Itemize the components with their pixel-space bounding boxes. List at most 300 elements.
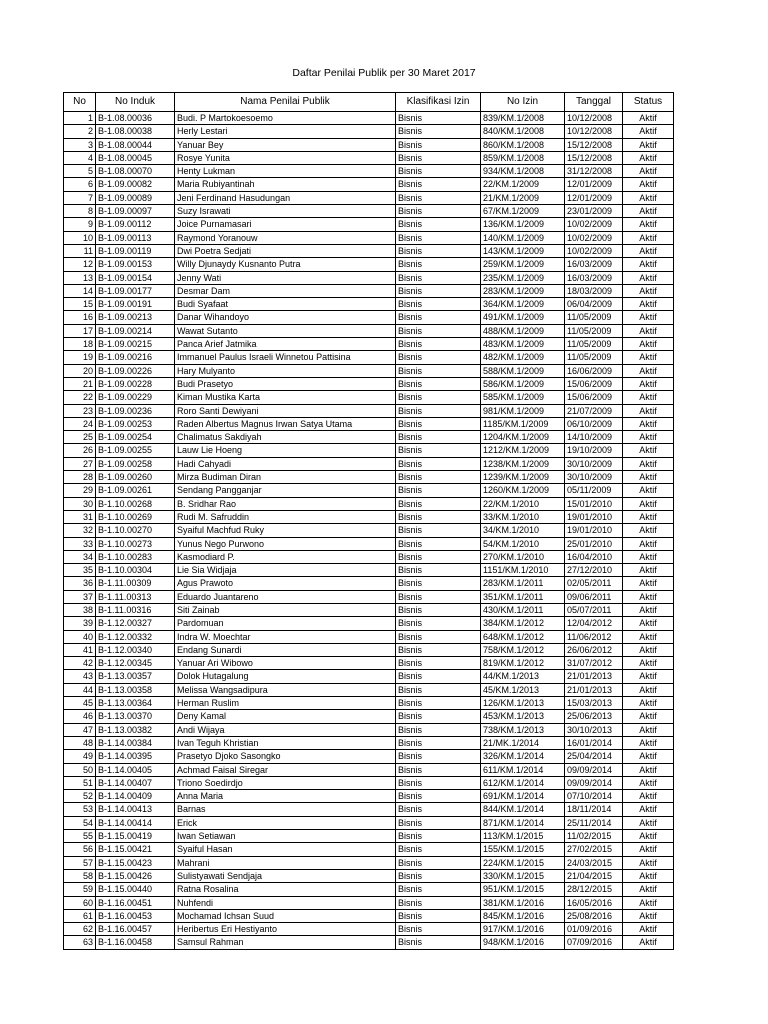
- cell-no-izin: 948/KM.1/2016: [481, 936, 565, 949]
- cell-nama: Sulistyawati Sendjaja: [175, 869, 396, 882]
- cell-no-izin: 917/KM.1/2016: [481, 923, 565, 936]
- cell-nama: Jeni Ferdinand Hasudungan: [175, 191, 396, 204]
- cell-status: Aktif: [623, 723, 674, 736]
- cell-no-induk: B-1.13.00370: [96, 710, 175, 723]
- table-row: [64, 165, 674, 178]
- cell-klasifikasi: Bisnis: [396, 218, 481, 231]
- cell-status: Aktif: [623, 351, 674, 364]
- cell-no-izin: 1204/KM.1/2009: [481, 431, 565, 444]
- cell-no-izin: 611/KM.1/2014: [481, 763, 565, 776]
- cell-nama: Achmad Faisal Siregar: [175, 763, 396, 776]
- cell-no-induk: B-1.09.00255: [96, 444, 175, 457]
- cell-no-izin: 33/KM.1/2010: [481, 510, 565, 523]
- cell-no-induk: B-1.09.00119: [96, 244, 175, 257]
- cell-no-induk: B-1.14.00409: [96, 790, 175, 803]
- cell-status: Aktif: [623, 138, 674, 151]
- table-row: [64, 577, 674, 590]
- cell-no-induk: B-1.16.00451: [96, 896, 175, 909]
- cell-tanggal: 25/06/2013: [565, 710, 623, 723]
- cell-no-izin: 126/KM.1/2013: [481, 697, 565, 710]
- cell-klasifikasi: Bisnis: [396, 550, 481, 563]
- cell-nama: Sendang Pangganjar: [175, 484, 396, 497]
- cell-nama: Suzy Israwati: [175, 205, 396, 218]
- cell-no-induk: B-1.14.00407: [96, 776, 175, 789]
- cell-klasifikasi: Bisnis: [396, 643, 481, 656]
- cell-status: Aktif: [623, 125, 674, 138]
- table-row: [64, 710, 674, 723]
- cell-klasifikasi: Bisnis: [396, 311, 481, 324]
- cell-no-izin: 588/KM.1/2009: [481, 364, 565, 377]
- cell-nama: Danar Wihandoyo: [175, 311, 396, 324]
- cell-status: Aktif: [623, 790, 674, 803]
- cell-no-izin: 283/KM.1/2009: [481, 284, 565, 297]
- cell-status: Aktif: [623, 417, 674, 430]
- cell-no-izin: 351/KM.1/2011: [481, 590, 565, 603]
- cell-status: Aktif: [623, 205, 674, 218]
- cell-nama: Rosye Yunita: [175, 151, 396, 164]
- cell-status: Aktif: [623, 338, 674, 351]
- cell-no: 48: [64, 736, 96, 749]
- cell-nama: Nuhfendi: [175, 896, 396, 909]
- cell-nama: Heribertus Eri Hestiyanto: [175, 923, 396, 936]
- cell-tanggal: 23/01/2009: [565, 205, 623, 218]
- cell-klasifikasi: Bisnis: [396, 790, 481, 803]
- cell-status: Aktif: [623, 404, 674, 417]
- cell-klasifikasi: Bisnis: [396, 351, 481, 364]
- cell-no: 8: [64, 205, 96, 218]
- cell-no-induk: B-1.10.00304: [96, 564, 175, 577]
- table-row: [64, 271, 674, 284]
- cell-no: 30: [64, 497, 96, 510]
- cell-tanggal: 10/02/2009: [565, 231, 623, 244]
- cell-klasifikasi: Bisnis: [396, 510, 481, 523]
- cell-nama: Samsul Rahman: [175, 936, 396, 949]
- cell-status: Aktif: [623, 736, 674, 749]
- table-row: [64, 258, 674, 271]
- cell-no-induk: B-1.09.00261: [96, 484, 175, 497]
- table-row: [64, 843, 674, 856]
- cell-status: Aktif: [623, 617, 674, 630]
- cell-status: Aktif: [623, 843, 674, 856]
- cell-status: Aktif: [623, 165, 674, 178]
- cell-tanggal: 15/06/2009: [565, 377, 623, 390]
- cell-status: Aktif: [623, 497, 674, 510]
- cell-tanggal: 10/02/2009: [565, 218, 623, 231]
- cell-tanggal: 28/12/2015: [565, 883, 623, 896]
- table-row: [64, 205, 674, 218]
- cell-tanggal: 19/01/2010: [565, 510, 623, 523]
- cell-no-induk: B-1.14.00413: [96, 803, 175, 816]
- cell-status: Aktif: [623, 816, 674, 829]
- cell-nama: Agus Prawoto: [175, 577, 396, 590]
- cell-nama: Budi. P Martokoesoemo: [175, 112, 396, 125]
- cell-status: Aktif: [623, 191, 674, 204]
- cell-status: Aktif: [623, 670, 674, 683]
- table-row: [64, 816, 674, 829]
- cell-no-induk: B-1.09.00154: [96, 271, 175, 284]
- cell-no-izin: 143/KM.1/2009: [481, 244, 565, 257]
- cell-klasifikasi: Bisnis: [396, 856, 481, 869]
- cell-nama: Pardomuan: [175, 617, 396, 630]
- cell-status: Aktif: [623, 377, 674, 390]
- cell-no-induk: B-1.09.00215: [96, 338, 175, 351]
- cell-no-izin: 1151/KM.1/2010: [481, 564, 565, 577]
- cell-no: 28: [64, 471, 96, 484]
- cell-no-induk: B-1.16.00453: [96, 909, 175, 922]
- cell-no-induk: B-1.16.00457: [96, 923, 175, 936]
- cell-klasifikasi: Bisnis: [396, 391, 481, 404]
- table-row: [64, 590, 674, 603]
- cell-status: Aktif: [623, 311, 674, 324]
- cell-status: Aktif: [623, 471, 674, 484]
- cell-nama: Lauw Lie Hoeng: [175, 444, 396, 457]
- cell-no-induk: B-1.09.00253: [96, 417, 175, 430]
- table-row: [64, 484, 674, 497]
- cell-nama: Jenny Wati: [175, 271, 396, 284]
- cell-tanggal: 05/07/2011: [565, 603, 623, 616]
- cell-no-izin: 648/KM.1/2012: [481, 630, 565, 643]
- cell-no: 1: [64, 112, 96, 125]
- table-row: [64, 351, 674, 364]
- cell-status: Aktif: [623, 271, 674, 284]
- cell-klasifikasi: Bisnis: [396, 896, 481, 909]
- cell-no: 22: [64, 391, 96, 404]
- cell-tanggal: 21/07/2009: [565, 404, 623, 417]
- table-row: [64, 830, 674, 843]
- cell-no-izin: 585/KM.1/2009: [481, 391, 565, 404]
- cell-nama: Syaiful Machfud Ruky: [175, 524, 396, 537]
- cell-status: Aktif: [623, 391, 674, 404]
- cell-nama: Herman Ruslim: [175, 697, 396, 710]
- cell-tanggal: 30/10/2009: [565, 471, 623, 484]
- cell-no-induk: B-1.15.00423: [96, 856, 175, 869]
- header-no-induk: No Induk: [96, 93, 175, 112]
- cell-no-izin: 1238/KM.1/2009: [481, 457, 565, 470]
- table-row: [64, 657, 674, 670]
- table-row: [64, 550, 674, 563]
- cell-no-induk: B-1.09.00112: [96, 218, 175, 231]
- cell-no-induk: B-1.09.00226: [96, 364, 175, 377]
- cell-no-induk: B-1.08.00044: [96, 138, 175, 151]
- cell-klasifikasi: Bisnis: [396, 444, 481, 457]
- cell-status: Aktif: [623, 803, 674, 816]
- table-row: [64, 537, 674, 550]
- cell-no-induk: B-1.10.00270: [96, 524, 175, 537]
- cell-no: 6: [64, 178, 96, 191]
- cell-klasifikasi: Bisnis: [396, 324, 481, 337]
- cell-no: 36: [64, 577, 96, 590]
- cell-no-izin: 934/KM.1/2008: [481, 165, 565, 178]
- table-row: [64, 510, 674, 523]
- cell-no-induk: B-1.09.00153: [96, 258, 175, 271]
- cell-klasifikasi: Bisnis: [396, 457, 481, 470]
- cell-klasifikasi: Bisnis: [396, 284, 481, 297]
- cell-no-izin: 871/KM.1/2014: [481, 816, 565, 829]
- cell-no-induk: B-1.15.00440: [96, 883, 175, 896]
- cell-klasifikasi: Bisnis: [396, 484, 481, 497]
- cell-no-izin: 859/KM.1/2008: [481, 151, 565, 164]
- table-header-row: [64, 93, 674, 112]
- cell-nama: Eduardo Juantareno: [175, 590, 396, 603]
- cell-no-induk: B-1.09.00177: [96, 284, 175, 297]
- table-row: [64, 643, 674, 656]
- cell-status: Aktif: [623, 231, 674, 244]
- cell-no: 19: [64, 351, 96, 364]
- cell-nama: Desmar Dam: [175, 284, 396, 297]
- cell-no: 54: [64, 816, 96, 829]
- cell-no-induk: B-1.09.00228: [96, 377, 175, 390]
- cell-no: 7: [64, 191, 96, 204]
- cell-klasifikasi: Bisnis: [396, 736, 481, 749]
- cell-klasifikasi: Bisnis: [396, 244, 481, 257]
- cell-tanggal: 18/03/2009: [565, 284, 623, 297]
- cell-status: Aktif: [623, 883, 674, 896]
- cell-no: 16: [64, 311, 96, 324]
- table-row: [64, 431, 674, 444]
- cell-status: Aktif: [623, 590, 674, 603]
- cell-klasifikasi: Bisnis: [396, 231, 481, 244]
- table-row: [64, 112, 674, 125]
- cell-klasifikasi: Bisnis: [396, 590, 481, 603]
- cell-status: Aktif: [623, 577, 674, 590]
- cell-tanggal: 10/02/2009: [565, 244, 623, 257]
- table-row: [64, 763, 674, 776]
- cell-no-induk: B-1.09.00113: [96, 231, 175, 244]
- cell-klasifikasi: Bisnis: [396, 630, 481, 643]
- cell-tanggal: 10/12/2008: [565, 112, 623, 125]
- cell-status: Aktif: [623, 151, 674, 164]
- cell-klasifikasi: Bisnis: [396, 776, 481, 789]
- cell-nama: Yanuar Bey: [175, 138, 396, 151]
- cell-no: 5: [64, 165, 96, 178]
- table-row: [64, 377, 674, 390]
- cell-no-izin: 140/KM.1/2009: [481, 231, 565, 244]
- cell-no-izin: 67/KM.1/2009: [481, 205, 565, 218]
- table-row: [64, 364, 674, 377]
- cell-no-izin: 381/KM.1/2016: [481, 896, 565, 909]
- cell-klasifikasi: Bisnis: [396, 750, 481, 763]
- cell-nama: Anna Maria: [175, 790, 396, 803]
- cell-tanggal: 07/10/2014: [565, 790, 623, 803]
- cell-status: Aktif: [623, 697, 674, 710]
- cell-status: Aktif: [623, 484, 674, 497]
- table-row: [64, 697, 674, 710]
- cell-no: 47: [64, 723, 96, 736]
- cell-tanggal: 30/10/2009: [565, 457, 623, 470]
- cell-tanggal: 30/10/2013: [565, 723, 623, 736]
- cell-nama: Budi Syafaat: [175, 298, 396, 311]
- cell-tanggal: 16/04/2010: [565, 550, 623, 563]
- table-row: [64, 471, 674, 484]
- cell-klasifikasi: Bisnis: [396, 763, 481, 776]
- cell-no: 55: [64, 830, 96, 843]
- cell-no-izin: 586/KM.1/2009: [481, 377, 565, 390]
- header-no: No: [64, 93, 96, 112]
- cell-no: 53: [64, 803, 96, 816]
- cell-status: Aktif: [623, 936, 674, 949]
- cell-klasifikasi: Bisnis: [396, 697, 481, 710]
- cell-no-induk: B-1.09.00258: [96, 457, 175, 470]
- cell-nama: Roro Santi Dewiyani: [175, 404, 396, 417]
- table-row: [64, 497, 674, 510]
- cell-no-induk: B-1.09.00191: [96, 298, 175, 311]
- cell-no-induk: B-1.09.00254: [96, 431, 175, 444]
- cell-nama: Deny Kamal: [175, 710, 396, 723]
- cell-no-induk: B-1.08.00070: [96, 165, 175, 178]
- cell-klasifikasi: Bisnis: [396, 710, 481, 723]
- cell-no: 23: [64, 404, 96, 417]
- cell-tanggal: 19/10/2009: [565, 444, 623, 457]
- table-row: [64, 444, 674, 457]
- cell-no-izin: 1239/KM.1/2009: [481, 471, 565, 484]
- cell-klasifikasi: Bisnis: [396, 364, 481, 377]
- table-row: [64, 151, 674, 164]
- cell-status: Aktif: [623, 364, 674, 377]
- table-row: [64, 603, 674, 616]
- table-row: [64, 936, 674, 949]
- header-tanggal: Tanggal: [565, 93, 623, 112]
- header-status: Status: [623, 93, 674, 112]
- penilai-table: [63, 92, 674, 950]
- cell-no: 27: [64, 457, 96, 470]
- cell-no-induk: B-1.10.00269: [96, 510, 175, 523]
- cell-klasifikasi: Bisnis: [396, 151, 481, 164]
- table-row: [64, 736, 674, 749]
- cell-no-induk: B-1.10.00268: [96, 497, 175, 510]
- cell-tanggal: 02/05/2011: [565, 577, 623, 590]
- cell-nama: B. Sridhar Rao: [175, 497, 396, 510]
- cell-no: 17: [64, 324, 96, 337]
- cell-klasifikasi: Bisnis: [396, 883, 481, 896]
- cell-tanggal: 15/01/2010: [565, 497, 623, 510]
- cell-tanggal: 15/06/2009: [565, 391, 623, 404]
- cell-nama: Mahrani: [175, 856, 396, 869]
- cell-nama: Hadi Cahyadi: [175, 457, 396, 470]
- cell-no-izin: 482/KM.1/2009: [481, 351, 565, 364]
- cell-tanggal: 11/05/2009: [565, 351, 623, 364]
- cell-klasifikasi: Bisnis: [396, 936, 481, 949]
- table-row: [64, 896, 674, 909]
- cell-no-izin: 819/KM.1/2012: [481, 657, 565, 670]
- table-row: [64, 125, 674, 138]
- cell-no: 63: [64, 936, 96, 949]
- cell-no-izin: 453/KM.1/2013: [481, 710, 565, 723]
- table-row: [64, 324, 674, 337]
- cell-no-induk: B-1.12.00332: [96, 630, 175, 643]
- cell-no: 45: [64, 697, 96, 710]
- cell-tanggal: 24/03/2015: [565, 856, 623, 869]
- cell-no-izin: 1212/KM.1/2009: [481, 444, 565, 457]
- cell-no-induk: B-1.12.00340: [96, 643, 175, 656]
- cell-no: 50: [64, 763, 96, 776]
- cell-klasifikasi: Bisnis: [396, 205, 481, 218]
- cell-no-izin: 155/KM.1/2015: [481, 843, 565, 856]
- cell-no-induk: B-1.11.00316: [96, 603, 175, 616]
- cell-nama: Immanuel Paulus Israeli Winnetou Pattisina: [175, 351, 396, 364]
- table-row: [64, 617, 674, 630]
- cell-no: 2: [64, 125, 96, 138]
- cell-nama: Erick: [175, 816, 396, 829]
- table-row: [64, 750, 674, 763]
- cell-no: 46: [64, 710, 96, 723]
- cell-no: 11: [64, 244, 96, 257]
- cell-no-izin: 21/KM.1/2009: [481, 191, 565, 204]
- cell-nama: Barnas: [175, 803, 396, 816]
- cell-status: Aktif: [623, 524, 674, 537]
- cell-klasifikasi: Bisnis: [396, 191, 481, 204]
- cell-status: Aktif: [623, 444, 674, 457]
- cell-klasifikasi: Bisnis: [396, 138, 481, 151]
- cell-no-izin: 45/KM.1/2013: [481, 683, 565, 696]
- cell-no-izin: 384/KM.1/2012: [481, 617, 565, 630]
- cell-no-izin: 483/KM.1/2009: [481, 338, 565, 351]
- cell-tanggal: 12/01/2009: [565, 178, 623, 191]
- cell-status: Aktif: [623, 763, 674, 776]
- cell-no-induk: B-1.09.00097: [96, 205, 175, 218]
- cell-nama: Maria Rubiyantinah: [175, 178, 396, 191]
- cell-no-induk: B-1.09.00260: [96, 471, 175, 484]
- cell-nama: Melissa Wangsadipura: [175, 683, 396, 696]
- cell-no-induk: B-1.09.00089: [96, 191, 175, 204]
- cell-no-izin: 22/KM.1/2009: [481, 178, 565, 191]
- cell-no: 31: [64, 510, 96, 523]
- cell-no-izin: 488/KM.1/2009: [481, 324, 565, 337]
- cell-no: 57: [64, 856, 96, 869]
- cell-tanggal: 12/04/2012: [565, 617, 623, 630]
- cell-no-induk: B-1.13.00364: [96, 697, 175, 710]
- cell-klasifikasi: Bisnis: [396, 112, 481, 125]
- cell-no: 20: [64, 364, 96, 377]
- cell-klasifikasi: Bisnis: [396, 271, 481, 284]
- cell-no: 24: [64, 417, 96, 430]
- cell-no: 13: [64, 271, 96, 284]
- cell-klasifikasi: Bisnis: [396, 723, 481, 736]
- cell-tanggal: 11/02/2015: [565, 830, 623, 843]
- cell-status: Aktif: [623, 244, 674, 257]
- cell-nama: Ivan Teguh Khristian: [175, 736, 396, 749]
- cell-no-induk: B-1.09.00229: [96, 391, 175, 404]
- cell-status: Aktif: [623, 298, 674, 311]
- cell-nama: Mirza Budiman Diran: [175, 471, 396, 484]
- table-row: [64, 231, 674, 244]
- cell-tanggal: 05/11/2009: [565, 484, 623, 497]
- cell-tanggal: 21/01/2013: [565, 683, 623, 696]
- cell-klasifikasi: Bisnis: [396, 657, 481, 670]
- cell-klasifikasi: Bisnis: [396, 165, 481, 178]
- cell-no: 52: [64, 790, 96, 803]
- cell-no-induk: B-1.11.00309: [96, 577, 175, 590]
- cell-nama: Yunus Nego Purwono: [175, 537, 396, 550]
- cell-klasifikasi: Bisnis: [396, 338, 481, 351]
- cell-klasifikasi: Bisnis: [396, 577, 481, 590]
- cell-status: Aktif: [623, 258, 674, 271]
- cell-tanggal: 11/05/2009: [565, 311, 623, 324]
- cell-klasifikasi: Bisnis: [396, 683, 481, 696]
- cell-no-induk: B-1.09.00082: [96, 178, 175, 191]
- cell-tanggal: 27/12/2010: [565, 564, 623, 577]
- cell-no: 39: [64, 617, 96, 630]
- table-row: [64, 457, 674, 470]
- cell-no-induk: B-1.08.00045: [96, 151, 175, 164]
- table-row: [64, 856, 674, 869]
- cell-no: 40: [64, 630, 96, 643]
- cell-nama: Lie Sia Widjaja: [175, 564, 396, 577]
- cell-klasifikasi: Bisnis: [396, 670, 481, 683]
- cell-no-induk: B-1.13.00357: [96, 670, 175, 683]
- cell-no: 18: [64, 338, 96, 351]
- cell-no-induk: B-1.12.00345: [96, 657, 175, 670]
- cell-klasifikasi: Bisnis: [396, 524, 481, 537]
